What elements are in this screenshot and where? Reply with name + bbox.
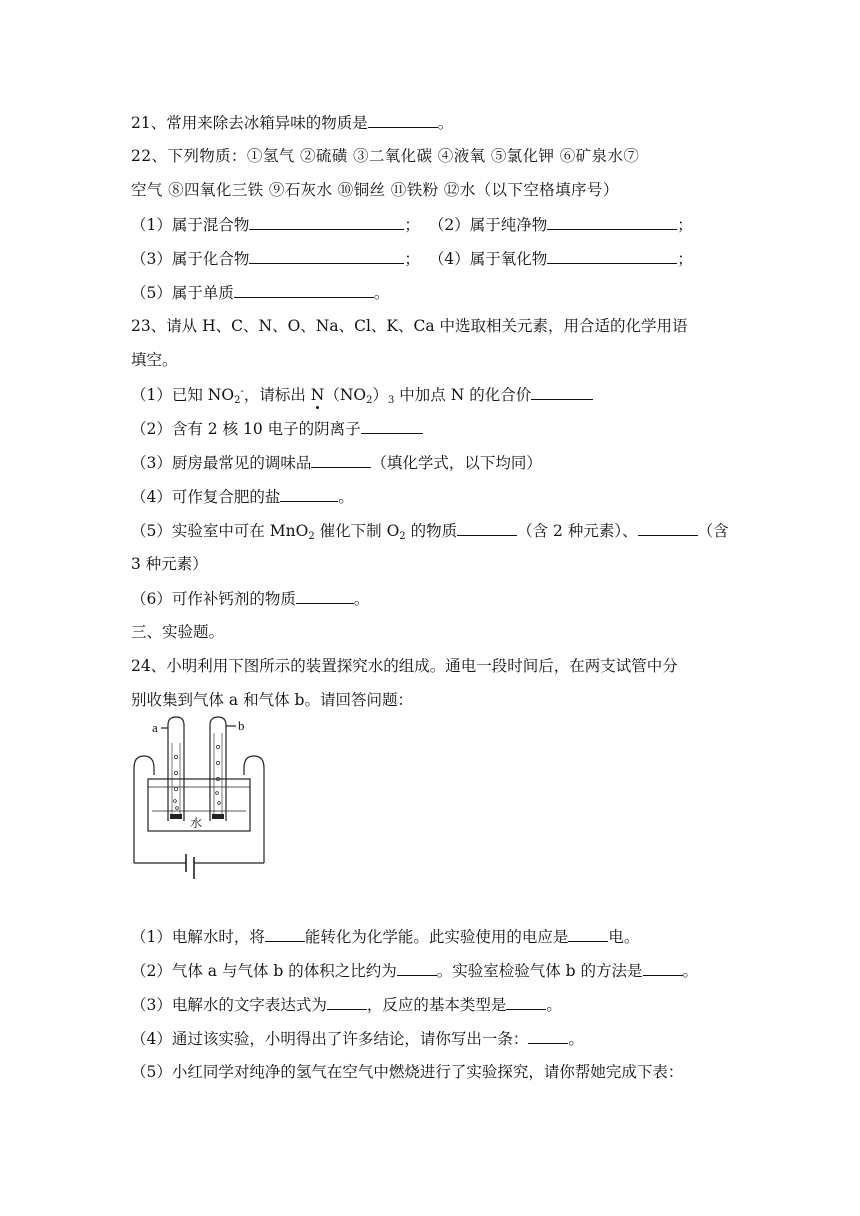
question-22-part-5: （5）属于单质 xyxy=(131,284,234,302)
answer-blank xyxy=(311,452,371,468)
label-b: b xyxy=(238,718,245,733)
text: （1）已知 NO xyxy=(131,386,235,404)
gas-bubbles xyxy=(174,745,221,809)
question-22-line-1: 22、下列物质：①氢气 ②硫磺 ③二氧化碳 ④液氧 ⑤氯化钾 ⑥矿泉水⑦ xyxy=(131,147,640,165)
answer-blank xyxy=(234,282,374,298)
punctuation: 。 xyxy=(568,1030,584,1048)
question-21 xyxy=(131,112,453,133)
text: （4）可作复合肥的盐 xyxy=(131,488,281,506)
answer-blank xyxy=(327,994,367,1010)
answer-blank xyxy=(249,248,404,264)
text: 的物质 xyxy=(405,522,458,540)
punctuation: 。 xyxy=(546,996,562,1014)
question-22-part-3: （3）属于化合物 xyxy=(131,250,250,268)
left-test-tube xyxy=(168,717,184,821)
right-test-tube xyxy=(210,717,226,821)
question-24-line-1: 24、小明利用下图所示的装置探究水的组成。通电一段时间后，在两支试管中分 xyxy=(131,657,678,675)
text: 电。 xyxy=(608,928,640,946)
question-23-part-5 xyxy=(131,520,729,541)
answer-blank xyxy=(249,214,404,230)
answer-blank xyxy=(280,486,338,502)
text: （3）电解水的文字表达式为 xyxy=(131,996,327,1014)
punctuation: ； xyxy=(404,250,420,268)
answer-blank xyxy=(457,520,517,536)
question-21-text: 21、常用来除去冰箱异味的物质是 xyxy=(131,114,368,132)
text: （1）电解水时，将 xyxy=(131,928,265,946)
question-23-part-4 xyxy=(131,486,354,507)
answer-blank xyxy=(528,1028,568,1044)
question-23-part-5-line-2: 3 种元素） xyxy=(131,555,208,573)
question-22-parts-3-4 xyxy=(131,248,693,269)
question-22-part-5-line xyxy=(131,282,389,303)
question-24-part-4 xyxy=(131,1028,584,1049)
text: （2）含有 2 核 10 电子的阴离子 xyxy=(131,420,361,438)
section-heading: 三、实验题。 xyxy=(131,623,225,641)
subscript: 3 xyxy=(388,395,395,406)
answer-blank xyxy=(506,994,546,1010)
text: （6）可作补钙剂的物质 xyxy=(131,590,296,608)
answer-blank xyxy=(643,960,683,976)
answer-blank xyxy=(547,214,677,230)
text: ） xyxy=(372,386,388,404)
question-22-line-2: 空气 ⑧四氧化三铁 ⑨石灰水 ⑩铜丝 ⑪铁粉 ⑫水（以下空格填序号） xyxy=(131,181,619,199)
question-22-part-1: （1）属于混合物 xyxy=(131,216,250,234)
question-24-part-2 xyxy=(131,960,698,981)
text: 中加点 N 的化合价 xyxy=(394,386,532,404)
answer-blank xyxy=(547,248,677,264)
answer-blank xyxy=(296,588,354,604)
answer-blank xyxy=(368,112,438,128)
text: ，反应的基本类型是 xyxy=(366,996,507,1014)
right-wire xyxy=(244,756,264,863)
subscript: 2 xyxy=(234,395,241,406)
answer-blank xyxy=(265,926,305,942)
punctuation: ； xyxy=(404,216,420,234)
question-23-line-1: 23、请从 H、C、N、O、Na、Cl、K、Ca 中选取相关元素，用合适的化学用语 xyxy=(131,317,688,335)
punctuation: 。 xyxy=(437,114,454,132)
punctuation: ； xyxy=(677,250,693,268)
question-23-part-6 xyxy=(131,588,369,609)
question-24-part-5: （5）小红同学对纯净的氢气在空气中燃烧进行了实验探究，请你帮她完成下表： xyxy=(131,1063,684,1081)
text: 能转化为化学能。此实验使用的电应是 xyxy=(304,928,569,946)
dotted-n: N xyxy=(310,386,325,404)
text: （4）通过该实验，小明得出了许多结论，请你写出一条： xyxy=(131,1030,529,1048)
punctuation: ； xyxy=(677,216,693,234)
answer-blank xyxy=(531,384,593,400)
question-24-part-3 xyxy=(131,994,562,1015)
text: （2）气体 a 与气体 b 的体积之比约为 xyxy=(131,962,397,980)
answer-blank xyxy=(638,520,698,536)
text: （含 xyxy=(697,522,729,540)
question-22-part-2: （2）属于纯净物 xyxy=(428,216,548,234)
right-electrode xyxy=(212,814,224,819)
text: （3）厨房最常见的调味品 xyxy=(131,454,312,472)
label-water: 水 xyxy=(190,816,203,830)
left-wire xyxy=(134,756,154,863)
label-a: a xyxy=(152,720,158,735)
punctuation: 。 xyxy=(682,962,699,980)
subscript: 2 xyxy=(308,531,315,542)
text: （5）实验室中可在 MnO xyxy=(131,522,309,540)
subscript: 2 xyxy=(399,531,406,542)
question-24-line-2: 别收集到气体 a 和气体 b。请回答问题： xyxy=(131,691,413,709)
answer-blank xyxy=(361,418,423,434)
punctuation: 。 xyxy=(338,488,354,506)
text: 。实验室检验气体 b 的方法是 xyxy=(436,962,643,980)
punctuation: 。 xyxy=(373,284,390,302)
answer-blank xyxy=(397,960,437,976)
question-23-part-2 xyxy=(131,418,423,439)
question-23-part-3 xyxy=(131,452,542,473)
left-electrode xyxy=(170,814,182,819)
question-22-part-4: （4）属于氧化物 xyxy=(428,250,548,268)
text: （NO xyxy=(324,386,367,404)
superscript: - xyxy=(240,386,244,397)
text: （填化学式，以下均同） xyxy=(371,454,542,472)
question-22-parts-1-2 xyxy=(131,214,693,235)
text: 催化下制 O xyxy=(314,522,400,540)
question-23-line-2: 填空。 xyxy=(131,351,178,369)
electrolysis-apparatus-diagram xyxy=(128,713,270,883)
question-24-part-1 xyxy=(131,926,639,947)
answer-blank xyxy=(568,926,608,942)
question-23-part-1 xyxy=(131,384,593,405)
text: ，请标出 xyxy=(243,386,311,404)
subscript: 2 xyxy=(366,395,373,406)
text: （含 2 种元素）、 xyxy=(517,522,638,540)
punctuation: 。 xyxy=(353,590,370,608)
